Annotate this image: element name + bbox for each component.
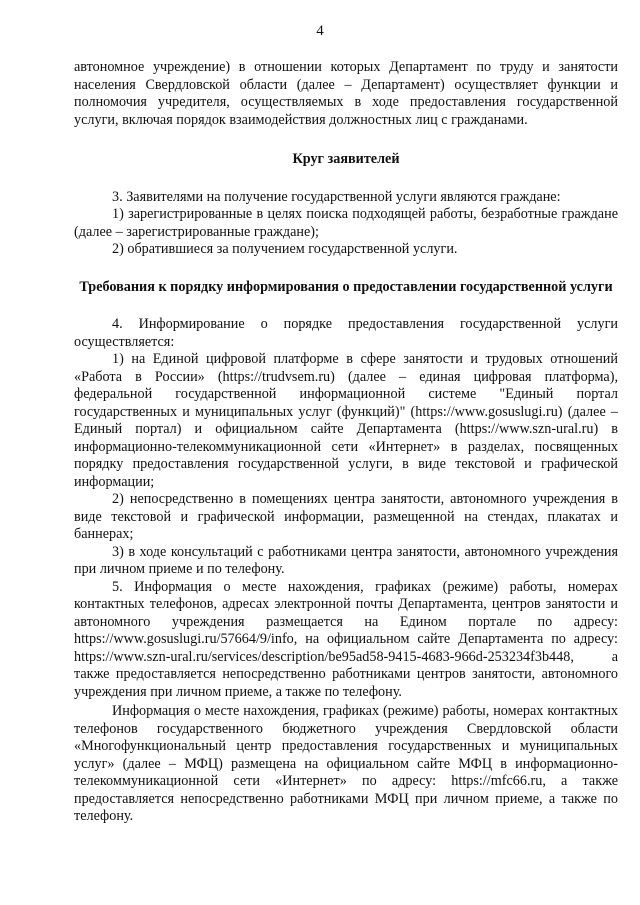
paragraph-4-item-3: 3) в ходе консультаций с работниками центра занятости, автономного учреждения при личном приеме и по телефону. xyxy=(74,543,618,577)
section-heading-applicants: Круг заявителей xyxy=(292,151,400,167)
paragraph-4-item-1: 1) на Единой цифровой платформе в сфере занятости и трудовых отношений «Работа в России» (https://trudvsem.ru) (далее – единая цифровая платформа), федеральной государственной информационной системе "Единый портал государственных и муниципальных услуг (функций)" (https://www.gosuslugi.ru) (далее – Единый портал) и официальном сайте Департамента (https://www.szn-ural.ru) в информационно-телекоммуникационной сети «Интернет» в разделах, посвященных порядку предоставления государственной услуги, в виде текстовой и графической информации; xyxy=(74,351,618,490)
paragraph-5: 5. Информация о месте нахождения, графиках (режиме) работы, номерах контактных телефонов, адресах электронной почты Департамента, центров занятости и автономного учреждения размещается на Едином портале по адресу: https://www.gosuslugi.ru/57664/9/info, на официальном сайте Департамента по адресу: https://www.szn-ural.ru/services/description/be95ad58-9415-4683-966d-253234f3b448, а также предоставляется непосредственно работниками центров занятости, автономного учреждения при личном приеме, а также по телефону. xyxy=(74,578,618,700)
paragraph-3-item-1: 1) зарегистрированные в целях поиска подходящей работы, безработные граждане (далее – зарегистрированные граждане); xyxy=(74,206,618,240)
paragraph-mfc: Информация о месте нахождения, графиках (режиме) работы, номерах контактных телефонов государственного бюджетного учреждения Свердловской области «Многофункциональный центр предоставления государственных и муниципальных услуг» (далее – МФЦ) размещена на официальном сайте МФЦ в информационно-телекоммуникационной сети «Интернет» по адресу: https://mfc66.ru, а также предоставляется непосредственно работниками МФЦ при личном приеме, а также по телефону. xyxy=(74,703,618,824)
section-heading-requirements: Требования к порядку информирования о предоставлении государственной услуги xyxy=(79,278,613,295)
paragraph-3-item-2: 2) обратившиеся за получением государственной услуги. xyxy=(112,241,458,257)
paragraph-4: 4. Информирование о порядке предоставления государственной услуги осуществляется: xyxy=(74,316,618,350)
page-number: 4 xyxy=(316,23,324,39)
document-body xyxy=(74,59,618,826)
paragraph-3: 3. Заявителями на получение государственной услуги являются граждане: xyxy=(112,188,561,205)
paragraph-4-item-2: 2) непосредственно в помещениях центра занятости, автономного учреждения в виде текстовой и графической информации, размещенной на стендах, плакатах и баннерах; xyxy=(74,491,618,542)
paragraph-intro: автономное учреждение) в отношении которых Департамент по труду и занятости населения Свердловской области (далее – Департамент) осуществляет функции и полномочия учредителя, осуществляемых в ходе предоставления государственной услуги, включая порядок взаимодействия должностных лиц с гражданами. xyxy=(74,59,618,128)
